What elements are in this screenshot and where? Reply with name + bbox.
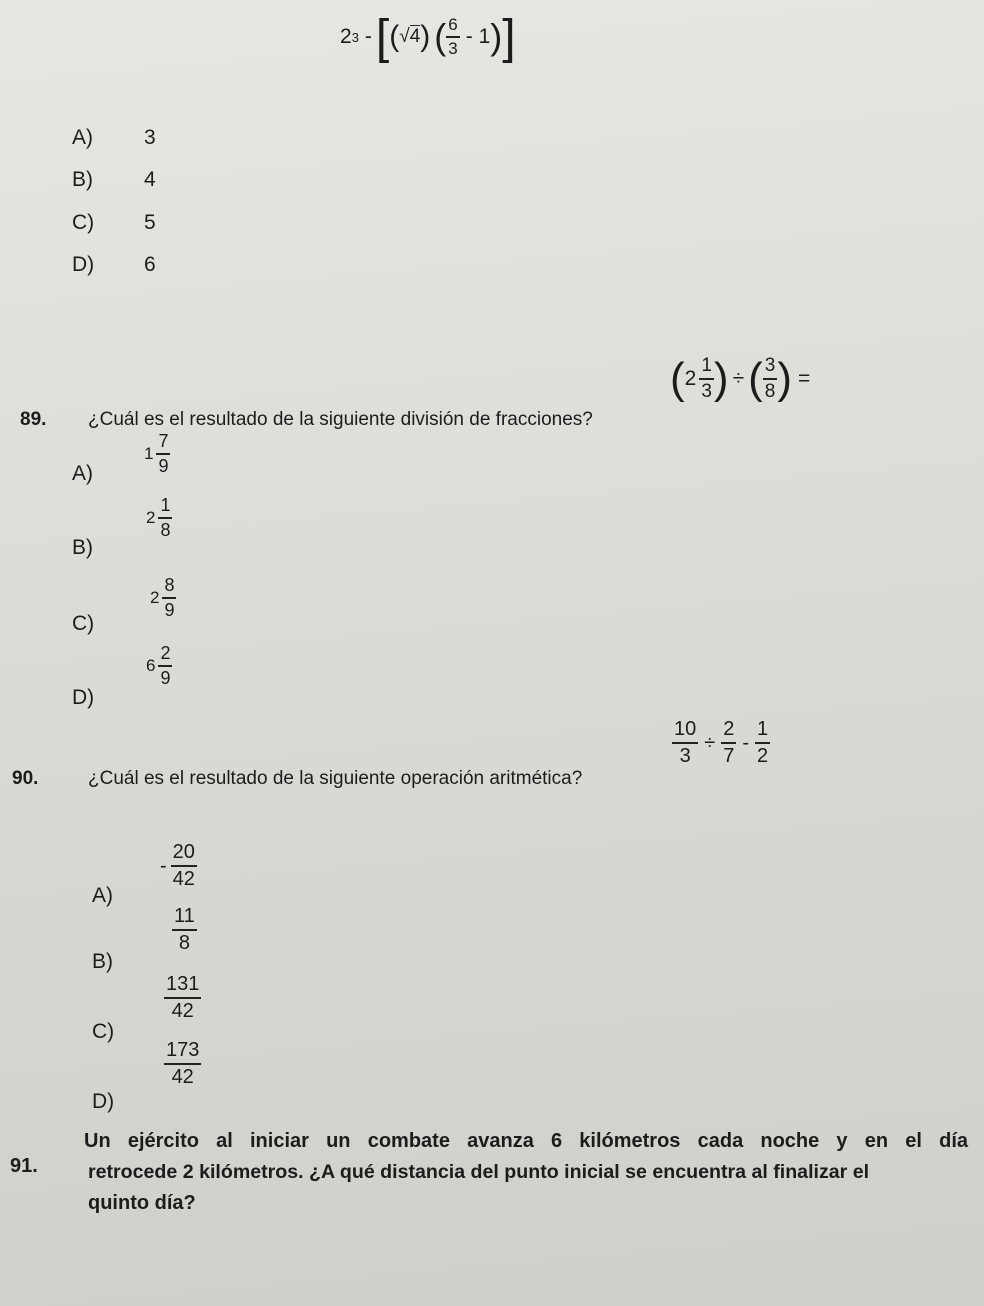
expr-fraction — [672, 719, 698, 767]
option-fraction — [156, 432, 170, 476]
right-bracket: ] — [502, 10, 516, 64]
fraction-denominator: 3 — [448, 39, 458, 58]
option-fraction — [158, 496, 172, 540]
division-sign: ÷ — [732, 367, 745, 390]
fraction-numerator: 131 — [164, 974, 201, 999]
left-paren: ( — [670, 354, 685, 403]
expr-minus: - — [364, 25, 372, 48]
fraction-denominator: 8 — [160, 519, 171, 540]
left-bracket: [ — [375, 10, 390, 64]
fraction-numerator: 7 — [156, 432, 170, 455]
fraction-denominator: 9 — [164, 599, 175, 620]
option-letter: A) — [72, 126, 93, 149]
fraction-denominator: 8 — [764, 381, 776, 402]
fraction-numerator: 3 — [763, 356, 778, 380]
mixed-fraction — [699, 356, 714, 402]
sqrt: √4 — [399, 26, 421, 47]
option-letter: B) — [72, 168, 93, 191]
fraction-numerator: 6 — [446, 16, 459, 38]
option-mixed-number — [144, 432, 170, 476]
fraction-numerator: 11 — [172, 906, 197, 931]
fraction-numerator: 1 — [755, 719, 770, 744]
fraction-denominator: 3 — [679, 745, 691, 767]
fraction-denominator: 9 — [158, 455, 169, 476]
fraction-numerator: 1 — [699, 356, 714, 380]
fraction-denominator: 7 — [723, 745, 735, 767]
option-mixed-number — [146, 644, 172, 688]
fraction-denominator: 8 — [178, 932, 190, 954]
right-paren-2: ) — [490, 16, 503, 57]
option-letter: D) — [92, 1090, 115, 1113]
option-value: 4 — [144, 168, 156, 191]
expr-exponent: 3 — [351, 29, 359, 45]
expr-fraction — [446, 16, 459, 58]
fraction-numerator: 1 — [158, 496, 172, 519]
question-line: quinto día? — [88, 1192, 196, 1214]
option-mixed-number — [150, 576, 176, 620]
question-number: 89. — [20, 409, 47, 430]
option-fraction-value — [164, 974, 201, 1022]
division-sign: ÷ — [704, 731, 716, 754]
option-letter: C) — [72, 211, 95, 234]
fraction-denominator: 3 — [701, 381, 712, 402]
mixed-whole: 1 — [144, 443, 154, 463]
question-91-text — [84, 1126, 968, 1219]
fraction-denominator: 42 — [171, 1000, 194, 1022]
option-fraction-value — [160, 842, 197, 890]
fraction-numerator: 8 — [162, 576, 176, 599]
fraction-numerator: 20 — [171, 842, 197, 867]
q89-expression — [670, 348, 810, 410]
option-fraction — [158, 644, 172, 688]
q90-expression — [672, 712, 770, 774]
fraction-denominator: 2 — [757, 745, 769, 767]
right-paren: ) — [713, 354, 729, 403]
option-letter: A) — [72, 462, 93, 485]
mixed-whole: 2 — [150, 587, 160, 607]
option-fraction — [171, 842, 197, 890]
divisor-fraction — [763, 356, 778, 402]
right-paren: ) — [420, 20, 431, 53]
minus-sign: - — [742, 731, 750, 754]
option-fraction — [164, 974, 201, 1022]
expr-fraction — [755, 719, 770, 767]
mixed-whole: 2 — [684, 367, 697, 390]
mixed-whole: 2 — [146, 507, 156, 527]
option-value: 3 — [144, 126, 156, 149]
option-mixed-number — [146, 496, 172, 540]
option-fraction-value — [164, 1040, 201, 1088]
option-value: 5 — [144, 211, 156, 234]
mixed-whole: 6 — [146, 655, 156, 675]
option-letter: D) — [72, 253, 95, 276]
option-letter: A) — [92, 884, 113, 907]
option-letter: B) — [72, 536, 93, 559]
expr-minus-one: - 1 — [465, 25, 491, 48]
question-text: ¿Cuál es el resultado de la siguiente división de fracciones? — [88, 409, 593, 430]
expr-fraction — [721, 719, 736, 767]
option-fraction-value — [172, 906, 197, 954]
question-line: Un ejército al iniciar un combate avanza 6 kilómetros cada noche y en el día — [84, 1130, 968, 1152]
option-fraction — [162, 576, 176, 620]
sqrt-radicand: 4 — [409, 26, 421, 47]
option-fraction — [172, 906, 197, 954]
fraction-numerator: 10 — [672, 719, 698, 744]
top-expression — [340, 8, 516, 66]
left-paren-2: ( — [434, 16, 447, 57]
left-paren: ( — [748, 354, 763, 403]
question-number: 91. — [10, 1155, 38, 1177]
question-text: ¿Cuál es el resultado de la siguiente operación aritmética? — [88, 768, 583, 789]
expr-base: 2 — [340, 25, 352, 48]
left-paren: ( — [389, 20, 400, 53]
option-letter: B) — [92, 950, 113, 973]
option-fraction — [164, 1040, 201, 1088]
fraction-denominator: 42 — [171, 1066, 194, 1088]
option-letter: C) — [92, 1020, 115, 1043]
fraction-numerator: 173 — [164, 1040, 201, 1065]
fraction-numerator: 2 — [158, 644, 172, 667]
right-paren: ) — [777, 354, 792, 403]
option-letter: D) — [72, 686, 95, 709]
fraction-denominator: 42 — [172, 868, 195, 890]
question-line: retrocede 2 kilómetros. ¿A qué distancia del punto inicial se encuentra al finalizar el — [88, 1161, 870, 1183]
fraction-numerator: 2 — [721, 719, 736, 744]
option-letter: C) — [72, 612, 95, 635]
option-value: 6 — [144, 253, 156, 276]
fraction-denominator: 9 — [160, 667, 171, 688]
question-number: 90. — [12, 768, 39, 789]
option-sign: - — [160, 854, 167, 877]
equals-sign: = — [798, 367, 811, 390]
